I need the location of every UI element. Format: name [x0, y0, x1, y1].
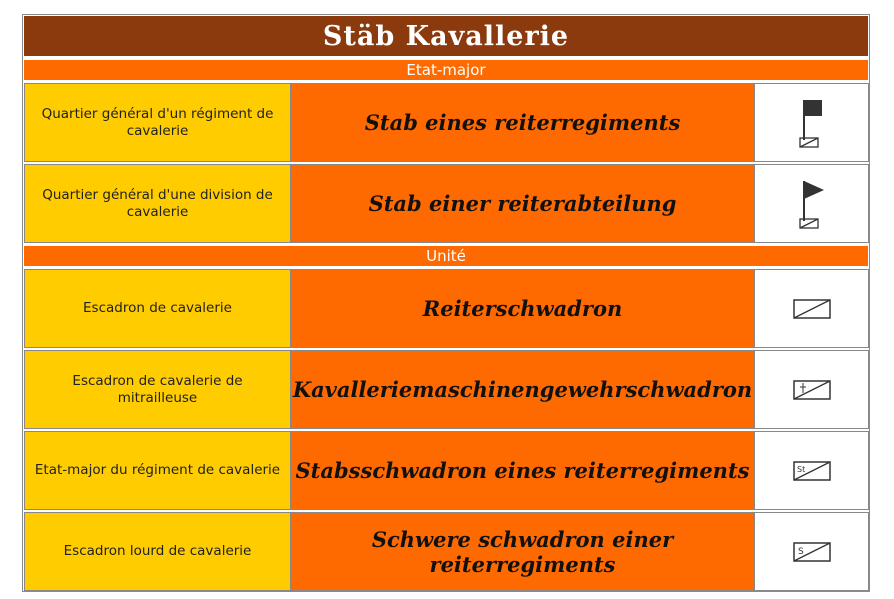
french-label: Quartier général d'une division de cavalerie [24, 164, 291, 243]
section-header-etat-major: Etat-major [24, 60, 868, 80]
symbol-cell [754, 83, 869, 162]
cavalry-symbol-icon [790, 295, 834, 323]
french-label: Escadron lourd de cavalerie [24, 512, 291, 591]
symbol-cell [754, 512, 869, 591]
table-title: Stäb Kavallerie [24, 16, 868, 56]
german-label: Stab einer reiterabteilung [291, 164, 754, 243]
german-label: Kavalleriemaschinengewehrschwadron [291, 350, 754, 429]
cavalry-machinegun-symbol-icon [790, 376, 834, 404]
cavalry-table [22, 14, 870, 592]
flag-triangle-icon [792, 177, 832, 231]
german-label: Stabsschwadron eines reiterregiments [291, 431, 754, 510]
german-label: Reiterschwadron [291, 269, 754, 348]
heavy-cavalry-symbol-icon [790, 538, 834, 566]
section-header-unite: Unité [24, 246, 868, 266]
french-label: Escadron de cavalerie [24, 269, 291, 348]
german-label: Schwere schwadron einer reiterregiments [291, 512, 754, 591]
cavalry-staff-symbol-icon [790, 457, 834, 485]
symbol-cell [754, 164, 869, 243]
symbol-cell [754, 431, 869, 510]
german-label: Stab eines reiterregiments [291, 83, 754, 162]
heavy-symbol-text: S [797, 546, 804, 557]
symbol-cell [754, 350, 869, 429]
flag-square-icon [792, 96, 832, 150]
french-label: Quartier général d'un régiment de cavalerie [24, 83, 291, 162]
french-label: Escadron de cavalerie de mitrailleuse [24, 350, 291, 429]
symbol-cell [754, 269, 869, 348]
staff-symbol-text: St [796, 464, 805, 474]
french-label: Etat-major du régiment de cavalerie [24, 431, 291, 510]
